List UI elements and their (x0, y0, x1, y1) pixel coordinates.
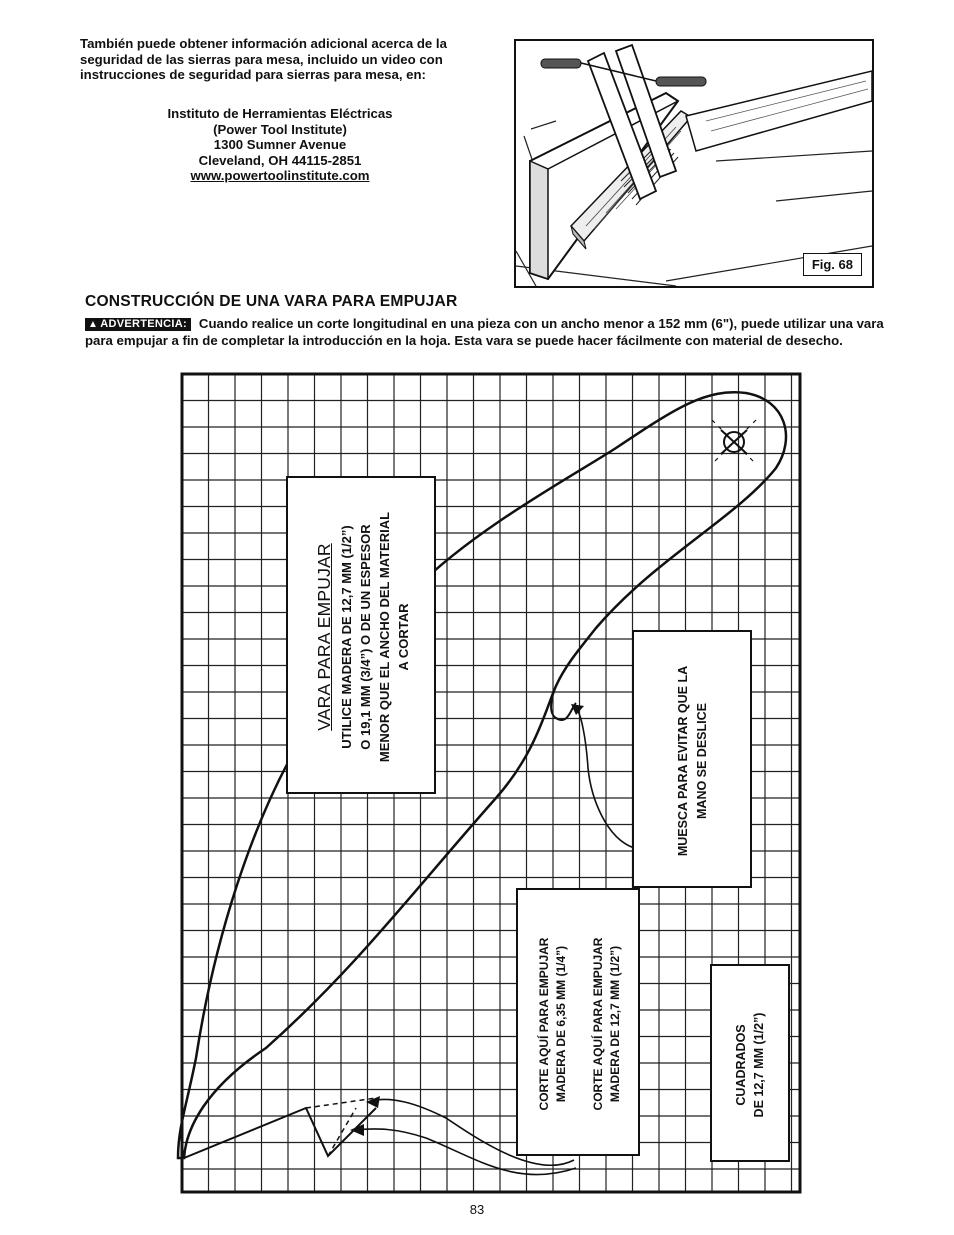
instruction-line: O 19,1 MM (3/4”) O DE UN ESPESOR (358, 524, 373, 750)
notch-text-block (634, 632, 754, 890)
warning-badge-label: ADVERTENCIA: (100, 318, 187, 330)
figure-label: Fig. 68 (803, 253, 862, 276)
page-number: 83 (469, 1202, 485, 1217)
notch-leader (576, 708, 634, 848)
cut1-line: MADERA DE 6,35 MM (1/4”) (554, 945, 568, 1103)
squares-line: CUADRADOS (734, 1024, 748, 1106)
push-stick-illustration (516, 41, 872, 286)
notch-line: MANO SE DESLICE (695, 703, 709, 819)
cut2-line: CORTE AQUÍ PARA EMPUJAR (591, 937, 605, 1111)
intro-line: seguridad de las sierras para mesa, incluido un video con (80, 51, 443, 67)
notch-box (632, 630, 752, 888)
instruction-line: UTILICE MADERA DE 12,7 MM (1/2”) (339, 525, 354, 749)
cut-box (516, 888, 640, 1156)
city-address: Cleveland, OH 44115-2851 (198, 152, 362, 168)
cut1-line: CORTE AQUÍ PARA EMPUJAR (537, 937, 551, 1111)
squares-box (710, 964, 790, 1162)
intro-paragraph (80, 36, 480, 83)
instruction-line: A CORTAR (396, 603, 411, 671)
push-stick-pattern (176, 368, 806, 1198)
organization-english-name: (Power Tool Institute) (213, 121, 347, 137)
title-text-block (288, 478, 438, 796)
section-heading: CONSTRUCCIÓN DE UNA VARA PARA EMPUJAR (85, 293, 458, 310)
intro-line: instrucciones de seguridad para sierras para mesa, en: (80, 67, 426, 82)
organization-name: Instituto de Herramientas Eléctricas (167, 106, 393, 121)
instruction-line: MENOR QUE EL ANCHO DEL MATERIAL (377, 511, 392, 763)
address-block (80, 106, 480, 184)
notch-line: MUESCA PARA EVITAR QUE LA (676, 665, 690, 857)
squares-text-block (712, 966, 792, 1164)
figure-68 (514, 39, 874, 288)
street-address: 1300 Sumner Avenue (213, 137, 347, 153)
warning-badge (85, 318, 191, 331)
notch-outline (551, 686, 576, 720)
warning-triangle-icon: ▲ (88, 319, 99, 330)
cut2-line: MADERA DE 12,7 MM (1/2”) (608, 945, 622, 1103)
cut-text-block (518, 890, 642, 1158)
website-link[interactable]: www.powertoolinstitute.com (190, 168, 370, 184)
title-box (286, 476, 436, 794)
squares-line: DE 12,7 MM (1/2”) (752, 1012, 766, 1118)
pattern-title: VARA PARA EMPUJAR (314, 543, 334, 731)
intro-line: También puede obtener información adicional acerca de la (80, 36, 447, 51)
warning-text: Cuando realice un corte longitudinal en una pieza con un ancho menor a 152 mm (6"), puede utilizar una vara para empujar a fin de completar la introducción en la hoja. Esta vara se puede hacer fácilmente con material de desecho. (85, 316, 884, 348)
warning-paragraph (85, 316, 905, 349)
